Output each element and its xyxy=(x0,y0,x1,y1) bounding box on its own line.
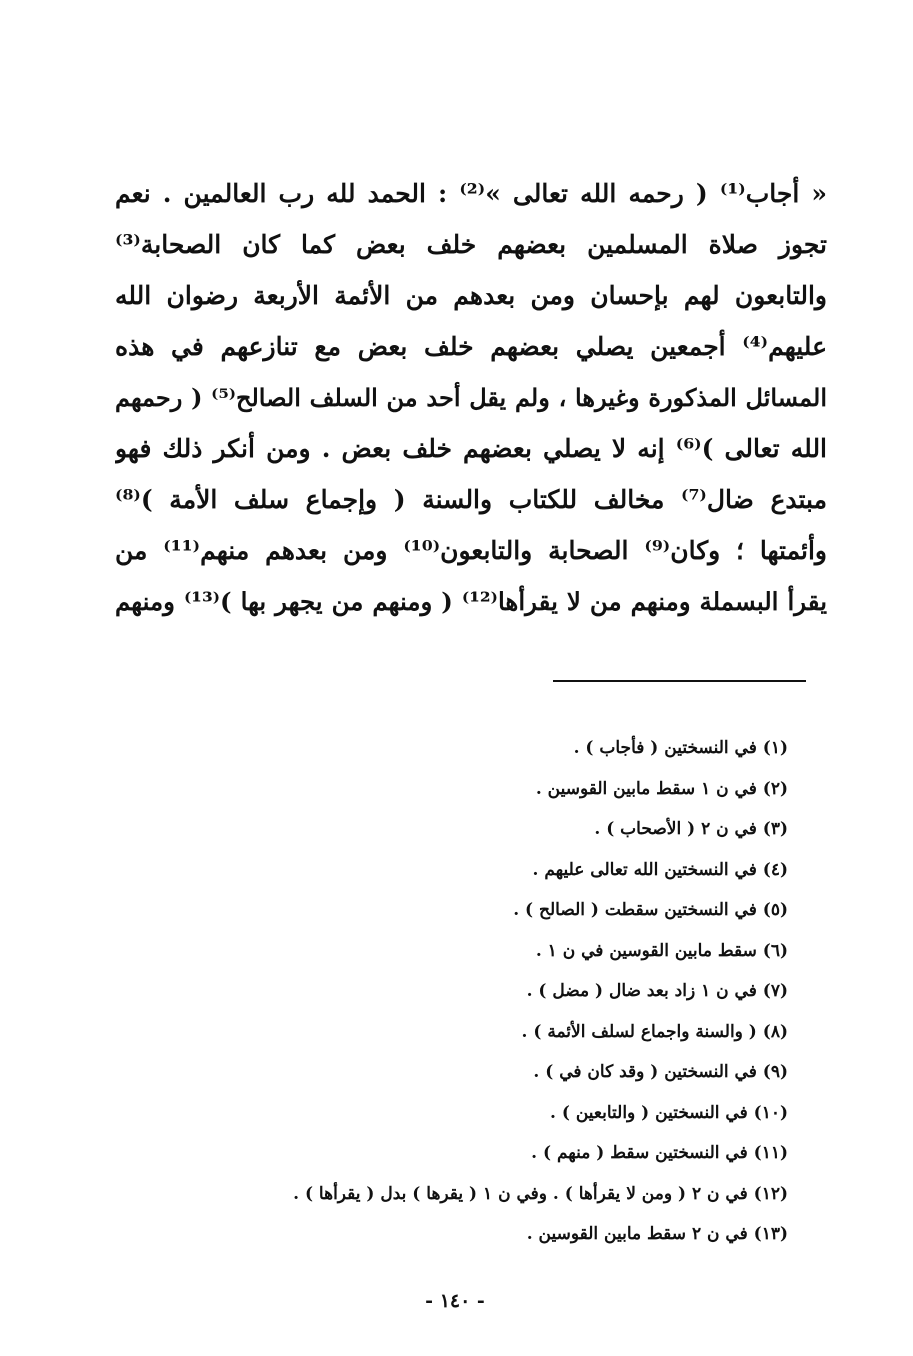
footnote-8: (٨) ( والسنة واجماع لسلف الأئمة ) . xyxy=(521,1021,788,1042)
footnote-12: (١٢) في ن ٢ ( ومن لا يقرأها ) . وفي ن ١ ( يقرها ) بدل ( يقرأها ) . xyxy=(293,1183,788,1204)
text-line: والتابعون لهم بإحسان ومن بعدهم من الأئمة الأربعة رضوان الله xyxy=(115,281,827,310)
footnote-11: (١١) في النسختين سقط ( منهم ) . xyxy=(531,1143,788,1163)
text-line: مبتدع ضال⁽⁷⁾ مخالف للكتاب والسنة ( وإجماع سلف الأمة )⁽⁸⁾ xyxy=(115,485,827,514)
footnotes xyxy=(228,728,788,1255)
main-text xyxy=(115,168,827,627)
text-line: « أجاب⁽¹⁾ ( رحمه الله تعالى »⁽²⁾ : الحمد لله رب العالمين . نعم xyxy=(115,179,827,208)
text-line: المسائل المذكورة وغيرها ، ولم يقل أحد من السلف الصالح⁽⁵⁾ ( رحمهم xyxy=(115,383,827,412)
text-line: يقرأ البسملة ومنهم من لا يقرأها⁽¹²⁾ ( ومنهم من يجهر بها )⁽¹³⁾ ومنهم xyxy=(115,587,827,616)
footnote-7: (٧) في ن ١ زاد بعد ضال ( مضل ) . xyxy=(526,981,788,1001)
footnote-5: (٥) في النسختين سقطت ( الصالح ) . xyxy=(513,900,788,920)
text-line: وأئمتها ؛ وكان⁽⁹⁾ الصحابة والتابعون⁽¹⁰⁾ ومن بعدهم منهم⁽¹¹⁾ من xyxy=(115,536,827,565)
footnote-10: (١٠) في النسختين ( والتابعين ) . xyxy=(550,1102,788,1123)
footnote-1: (١) في النسختين ( فأجاب ) . xyxy=(573,738,788,758)
text-line: الله تعالى )⁽⁶⁾ إنه لا يصلي بعضهم خلف بعض . ومن أنكر ذلك فهو xyxy=(115,434,827,463)
text-line: تجوز صلاة المسلمين بعضهم خلف بعض كما كان الصحابة⁽³⁾ xyxy=(115,230,827,259)
footnote-13: (١٣) في ن ٢ سقط مابين القوسين . xyxy=(526,1224,788,1244)
footnote-6: (٦) سقط مابين القوسين في ن ١ . xyxy=(535,940,788,961)
footnote-separator xyxy=(553,680,806,682)
footnote-3: (٣) في ن ٢ ( الأصحاب ) . xyxy=(594,819,788,839)
page-number: - ١٤٠ - xyxy=(425,1290,485,1312)
footnote-2: (٢) في ن ١ سقط مابين القوسين . xyxy=(535,778,788,799)
text-line: عليهم⁽⁴⁾ أجمعين يصلي بعضهم خلف بعض مع تنازعهم في هذه xyxy=(115,332,827,361)
footnote-4: (٤) في النسختين الله تعالى عليهم . xyxy=(532,859,788,880)
footnote-9: (٩) في النسختين ( وقد كان في ) . xyxy=(533,1062,788,1082)
